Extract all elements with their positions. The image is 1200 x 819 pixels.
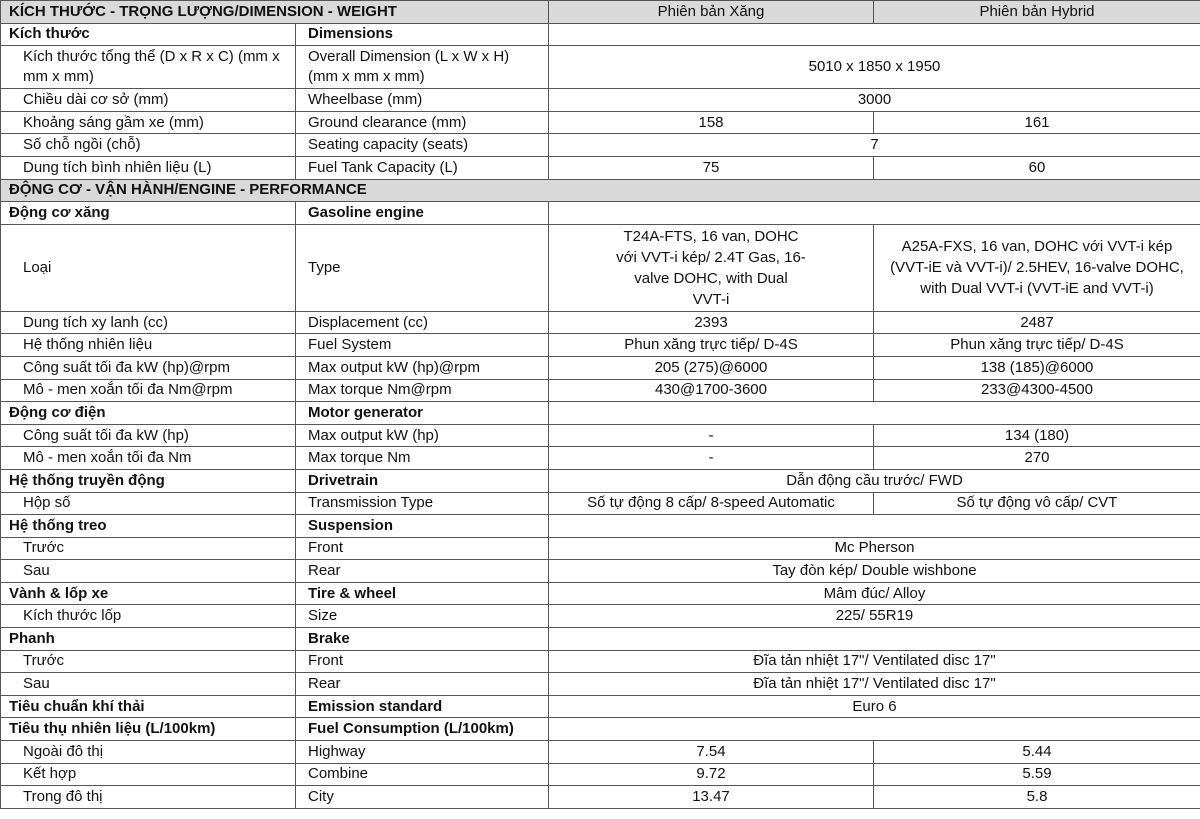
value-gas: 430@1700-3600	[549, 379, 874, 402]
value-hybrid: 270	[874, 447, 1200, 470]
value-gas: 9.72	[549, 763, 874, 786]
table-row	[1, 311, 1200, 334]
label-en: Front	[296, 537, 549, 560]
value-hybrid: 5.8	[874, 786, 1200, 809]
table-row	[1, 673, 1200, 696]
value-both: 7	[549, 134, 1200, 157]
label-en: Seating capacity (seats)	[296, 134, 549, 157]
value-hybrid	[874, 224, 1200, 311]
section-title: KÍCH THƯỚC - TRỌNG LƯỢNG/DIMENSION - WEIGHT	[1, 1, 549, 24]
label-vi: Vành & lốp xe	[1, 582, 296, 605]
table-row	[1, 356, 1200, 379]
label-vi: Trước	[1, 650, 296, 673]
value-both: 3000	[549, 89, 1200, 112]
section-header-engine	[1, 179, 1200, 202]
table-row	[1, 156, 1200, 179]
table-row	[1, 424, 1200, 447]
label-vi: Động cơ xăng	[1, 202, 296, 225]
engine-type-gas-text: T24A-FTS, 16 van, DOHC với VVT-i kép/ 2.4T Gas, 16-valve DOHC, with Dual VVT-i	[616, 227, 806, 308]
value-hybrid: 233@4300-4500	[874, 379, 1200, 402]
label-en: Max torque Nm@rpm	[296, 379, 549, 402]
label-en: Gasoline engine	[296, 202, 549, 225]
label-en: Ground clearance (mm)	[296, 111, 549, 134]
value-hybrid: Phun xăng trực tiếp/ D-4S	[874, 334, 1200, 357]
label-en: City	[296, 786, 549, 809]
value-both: Mâm đúc/ Alloy	[549, 582, 1200, 605]
table-row	[1, 605, 1200, 628]
label-vi: Khoảng sáng gầm xe (mm)	[1, 111, 296, 134]
label-vi: Động cơ điện	[1, 402, 296, 425]
table-row	[1, 628, 1200, 651]
table-row	[1, 741, 1200, 764]
label-en: Motor generator	[296, 402, 549, 425]
table-row	[1, 718, 1200, 741]
label-vi: Mô - men xoắn tối đa Nm	[1, 447, 296, 470]
label-vi: Mô - men xoắn tối đa Nm@rpm	[1, 379, 296, 402]
label-vi: Kích thước lốp	[1, 605, 296, 628]
label-en: Dimensions	[296, 23, 549, 46]
value-hybrid: 5.59	[874, 763, 1200, 786]
value-both: 225/ 55R19	[549, 605, 1200, 628]
engine-type-hybrid-text: A25A-FXS, 16 van, DOHC với VVT-i kép (VVT-iE và VVT-i)/ 2.5HEV, 16-valve DOHC, with Dual VVT-i (VVT-iE and VVT-i)	[890, 238, 1184, 298]
label-vi: Phanh	[1, 628, 296, 651]
label-vi: Dung tích xy lanh (cc)	[1, 311, 296, 334]
label-en: Highway	[296, 741, 549, 764]
table-row	[1, 224, 1200, 311]
table-row	[1, 650, 1200, 673]
label-en: Rear	[296, 673, 549, 696]
value-gas: 158	[549, 111, 874, 134]
label-vi: Chiều dài cơ sở (mm)	[1, 89, 296, 112]
label-en: Brake	[296, 628, 549, 651]
table-row	[1, 515, 1200, 538]
value-hybrid: Số tự động vô cấp/ CVT	[874, 492, 1200, 515]
label-vi: Ngoài đô thị	[1, 741, 296, 764]
label-vi: Hộp số	[1, 492, 296, 515]
column-header-gas: Phiên bản Xăng	[549, 1, 874, 24]
table-row	[1, 447, 1200, 470]
table-row	[1, 402, 1200, 425]
label-vi: Hệ thống truyền động	[1, 469, 296, 492]
table-row	[1, 379, 1200, 402]
label-en: Combine	[296, 763, 549, 786]
label-vi: Tiêu chuẩn khí thải	[1, 695, 296, 718]
section-title: ĐỘNG CƠ - VẬN HÀNH/ENGINE - PERFORMANCE	[1, 179, 1200, 202]
table-row	[1, 492, 1200, 515]
label-vi: Hệ thống treo	[1, 515, 296, 538]
table-row	[1, 23, 1200, 46]
value-both: 5010 x 1850 x 1950	[549, 46, 1200, 89]
label-en: Fuel System	[296, 334, 549, 357]
value-both: Đĩa tản nhiệt 17"/ Ventilated disc 17"	[549, 650, 1200, 673]
label-vi: Kích thước	[1, 23, 296, 46]
label-en: Displacement (cc)	[296, 311, 549, 334]
value-both: Dẫn động cầu trước/ FWD	[549, 469, 1200, 492]
column-header-hybrid: Phiên bản Hybrid	[874, 1, 1200, 24]
label-en: Drivetrain	[296, 469, 549, 492]
value-hybrid: 5.44	[874, 741, 1200, 764]
value-gas: 13.47	[549, 786, 874, 809]
table-row	[1, 89, 1200, 112]
label-en: Max torque Nm	[296, 447, 549, 470]
table-row	[1, 469, 1200, 492]
label-en: Tire & wheel	[296, 582, 549, 605]
label-vi: Kích thước tổng thể (D x R x C) (mm x mm x mm)	[1, 46, 296, 89]
value-hybrid: 2487	[874, 311, 1200, 334]
value-gas: 2393	[549, 311, 874, 334]
value-both: Mc Pherson	[549, 537, 1200, 560]
label-vi: Công suất tối đa kW (hp)	[1, 424, 296, 447]
table-row	[1, 111, 1200, 134]
label-en: Overall Dimension (L x W x H) (mm x mm x mm)	[296, 46, 549, 89]
value-both: Euro 6	[549, 695, 1200, 718]
value-hybrid: 161	[874, 111, 1200, 134]
value-gas: Số tự động 8 cấp/ 8-speed Automatic	[549, 492, 874, 515]
label-vi: Tiêu thụ nhiên liệu (L/100km)	[1, 718, 296, 741]
label-en: Front	[296, 650, 549, 673]
table-row	[1, 582, 1200, 605]
table-row	[1, 786, 1200, 809]
value-gas: -	[549, 424, 874, 447]
value-gas: -	[549, 447, 874, 470]
label-en: Fuel Tank Capacity (L)	[296, 156, 549, 179]
label-vi: Loại	[1, 224, 296, 311]
label-en: Transmission Type	[296, 492, 549, 515]
value-both: Đĩa tản nhiệt 17"/ Ventilated disc 17"	[549, 673, 1200, 696]
value-gas	[549, 224, 874, 311]
table-row	[1, 560, 1200, 583]
value-gas: 7.54	[549, 741, 874, 764]
label-vi: Trước	[1, 537, 296, 560]
value-hybrid: 134 (180)	[874, 424, 1200, 447]
label-en: Suspension	[296, 515, 549, 538]
value-gas: Phun xăng trực tiếp/ D-4S	[549, 334, 874, 357]
table-row	[1, 134, 1200, 157]
label-vi: Sau	[1, 560, 296, 583]
value-both: Tay đòn kép/ Double wishbone	[549, 560, 1200, 583]
value-gas: 205 (275)@6000	[549, 356, 874, 379]
label-vi: Công suất tối đa kW (hp)@rpm	[1, 356, 296, 379]
label-en: Type	[296, 224, 549, 311]
value-hybrid: 138 (185)@6000	[874, 356, 1200, 379]
label-en: Max output kW (hp)	[296, 424, 549, 447]
table-row	[1, 202, 1200, 225]
label-vi: Số chỗ ngồi (chỗ)	[1, 134, 296, 157]
label-en: Emission standard	[296, 695, 549, 718]
table-row	[1, 537, 1200, 560]
table-row	[1, 334, 1200, 357]
label-en: Wheelbase (mm)	[296, 89, 549, 112]
label-vi: Sau	[1, 673, 296, 696]
label-vi: Trong đô thị	[1, 786, 296, 809]
label-en: Fuel Consumption (L/100km)	[296, 718, 549, 741]
label-vi: Kết hợp	[1, 763, 296, 786]
value-gas: 75	[549, 156, 874, 179]
label-en: Size	[296, 605, 549, 628]
label-en: Rear	[296, 560, 549, 583]
section-header-dimension	[1, 1, 1200, 24]
label-vi: Hệ thống nhiên liệu	[1, 334, 296, 357]
label-vi: Dung tích bình nhiên liệu (L)	[1, 156, 296, 179]
table-row	[1, 46, 1200, 89]
label-en: Max output kW (hp)@rpm	[296, 356, 549, 379]
table-row	[1, 695, 1200, 718]
value-hybrid: 60	[874, 156, 1200, 179]
table-row	[1, 763, 1200, 786]
